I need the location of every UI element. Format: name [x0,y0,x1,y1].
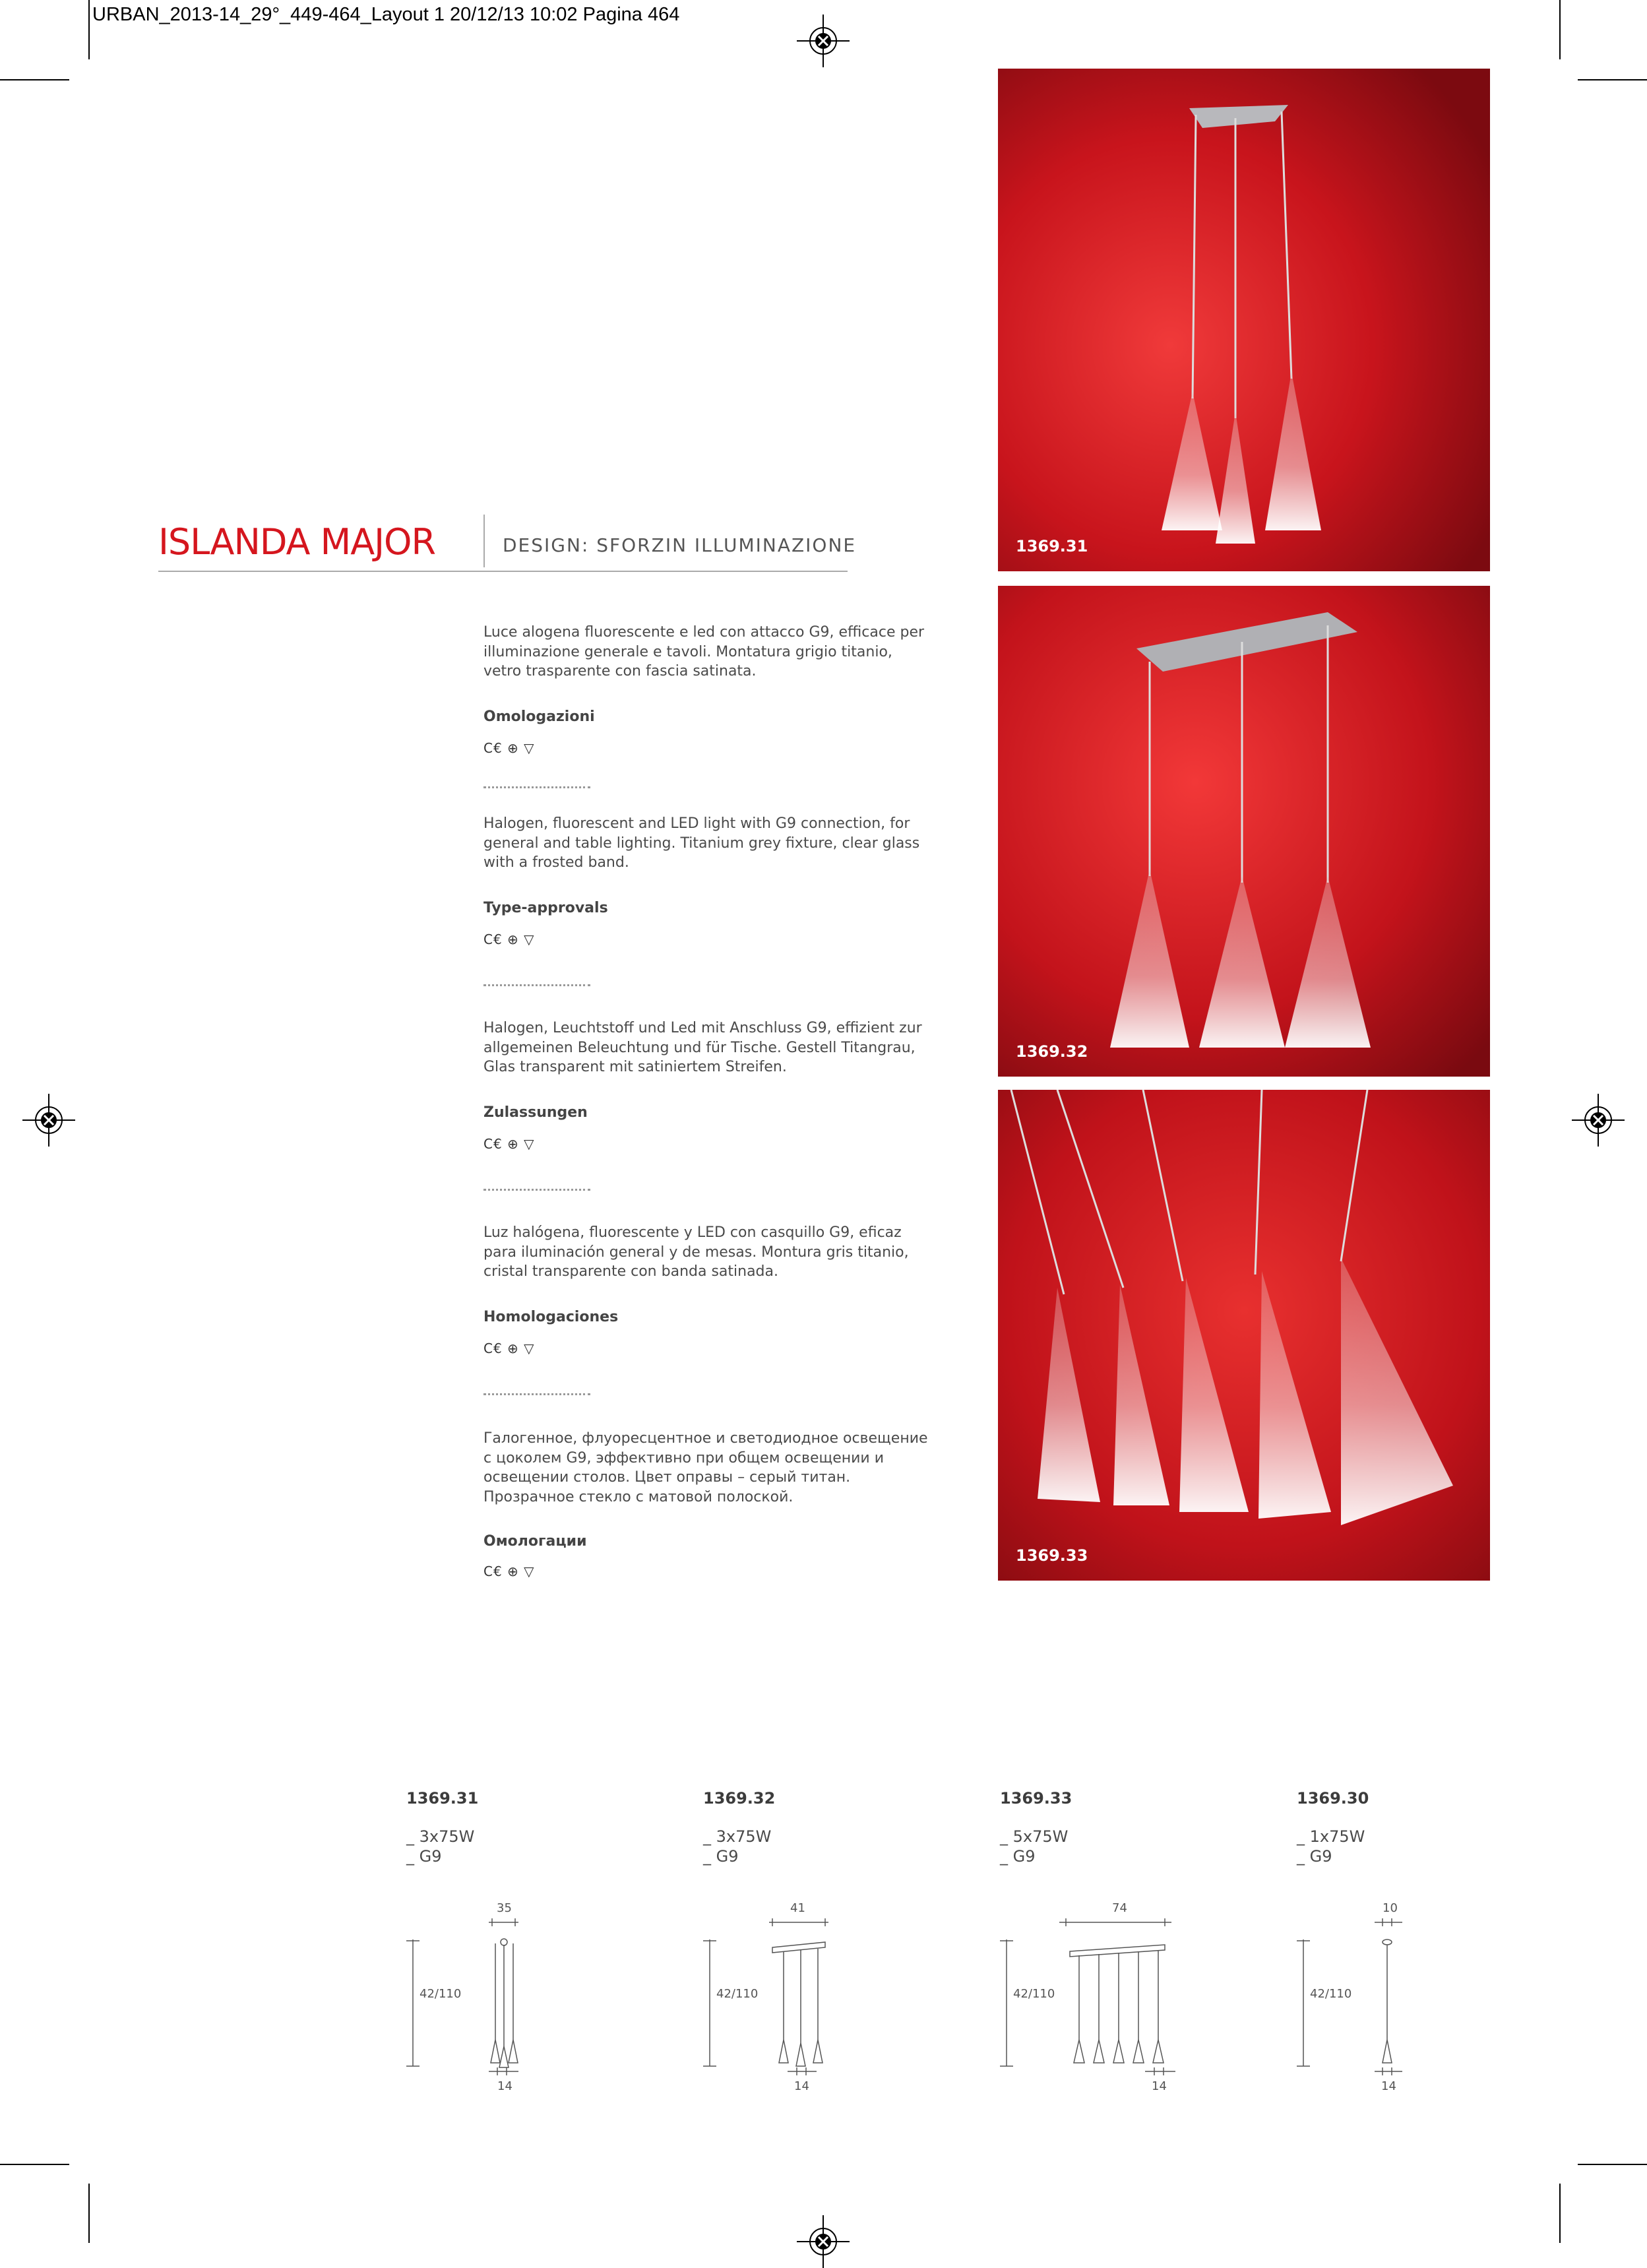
spec-block-1369-31 [406,1789,670,2106]
registration-mark-right [1572,1094,1625,1147]
designer-credit: DESIGN: SFORZIN ILLUMINAZIONE [503,534,857,556]
dim-height: 42/110 [420,1987,462,2001]
spec-block-1369-30 [1297,1789,1495,2106]
registration-mark-bottom [797,2215,850,2268]
approvals-heading-ru: Омологации [483,1533,587,1550]
photo-label-2: 1369.32 [1016,1042,1088,1061]
cert-marks-icon: C€ ⊕ ▽ [483,1340,535,1356]
dim-base: 14 [794,2079,809,2093]
approvals-heading-de: Zulassungen [483,1104,588,1121]
dim-height: 42/110 [716,1987,759,2001]
spec-power: _ 3x75W [703,1827,772,1846]
title-rule [158,571,848,572]
spec-code: 1369.30 [1297,1789,1369,1808]
dim-base: 14 [497,2079,513,2093]
registration-mark-top [797,15,850,67]
product-photo-1369-31 [998,69,1490,571]
spec-power: _ 1x75W [1297,1827,1365,1846]
dim-base: 14 [1152,2079,1167,2093]
approvals-heading-it: Omologazioni [483,709,595,725]
dim-base: 14 [1381,2079,1396,2093]
dimension-drawing [1297,1914,1429,2079]
spec-socket: _ G9 [406,1847,442,1866]
print-slug: URBAN_2013-14_29°_449-464_Layout 1 20/12/13 10:02 Pagina 464 [92,4,680,25]
title-divider [483,515,485,567]
dimension-drawing [1000,1914,1198,2079]
dotted-separator [483,786,590,788]
cert-marks-icon: C€ ⊕ ▽ [483,931,535,947]
spec-power: _ 3x75W [406,1827,475,1846]
spec-socket: _ G9 [703,1847,739,1866]
dim-width: 41 [790,1901,805,1915]
description-es: Luz halógena, fluorescente y LED con casquillo G9, eficaz para iluminación general y de mesas. Montura gris titanio, cristal transparente con banda satinada. [483,1224,909,1280]
dotted-separator [483,1189,590,1191]
photo-label-1: 1369.31 [1016,537,1088,555]
product-photo-1369-32 [998,586,1490,1077]
spec-power: _ 5x75W [1000,1827,1069,1846]
spec-code: 1369.32 [703,1789,776,1808]
spec-code: 1369.31 [406,1789,479,1808]
dotted-separator [483,984,590,986]
approvals-heading-en: Type-approvals [483,900,608,916]
spec-block-1369-32 [703,1789,967,2106]
description-ru: Галогенное, флуоресцентное и светодиодное освещение с цоколем G9, эффективно при общем освещении и освещении столов. Цвет оправы – серый титан. Прозрачное стекло с матовой полоской. [483,1430,928,1505]
dimension-drawing [406,1914,538,2079]
spec-socket: _ G9 [1000,1847,1036,1866]
photo-label-3: 1369.33 [1016,1546,1088,1565]
product-title: ISLANDA MAJOR [158,521,436,563]
cert-marks-icon: C€ ⊕ ▽ [483,1563,535,1579]
cert-marks-icon: C€ ⊕ ▽ [483,1136,535,1152]
dim-height: 42/110 [1310,1987,1352,2001]
description-de: Halogen, Leuchtstoff und Led mit Anschluss G9, effizient zur allgemeinen Beleuchtung und für Tische. Gestell Titangrau, Glas transparent mit satiniertem Streifen. [483,1020,922,1075]
spec-block-1369-33 [1000,1789,1264,2106]
dim-height: 42/110 [1013,1987,1055,2001]
dim-width: 35 [497,1901,512,1915]
dimension-drawing [703,1914,848,2079]
dim-width: 74 [1112,1901,1127,1915]
registration-mark-left [22,1094,75,1147]
description-en: Halogen, fluorescent and LED light with G9 connection, for general and table lighting. Titanium grey fixture, clear glass with a frosted band. [483,815,920,871]
description-it: Luce alogena fluorescente e led con attacco G9, efficace per illuminazione generale e tavoli. Montatura grigio titanio, vetro trasparente con fascia satinata. [483,624,925,679]
spec-socket: _ G9 [1297,1847,1332,1866]
cert-marks-icon: C€ ⊕ ▽ [483,740,535,756]
product-photo-1369-33 [998,1090,1490,1581]
spec-code: 1369.33 [1000,1789,1072,1808]
dim-width: 10 [1383,1901,1398,1915]
approvals-heading-es: Homologaciones [483,1309,619,1325]
dotted-separator [483,1393,590,1395]
